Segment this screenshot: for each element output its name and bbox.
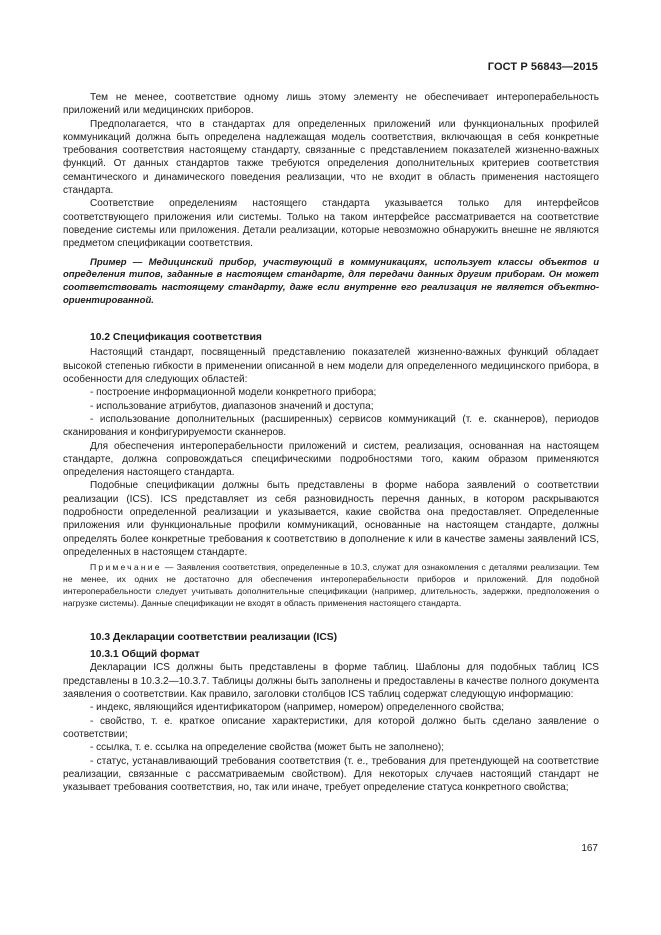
paragraph: Настоящий стандарт, посвященный представлению показателей жизненно-важных функций обладает высокой степенью гибкости в применении описанной в нем модели для определенного медицинского прибора, в особенности для следующих областей: [63, 347, 599, 386]
paragraph: Декларации ICS должны быть представлены в форме таблиц. Шаблоны для подобных таблиц ICS представлены в 10.3.2—10.3.7. Таблицы должны быть заполнены и предоставлены в качестве полного документа заявления о соответствии. Как правило, заголовки столбцов ICS таблиц содержат следующую информацию: [63, 662, 599, 701]
standard-header: ГОСТ Р 56843—2015 [487, 61, 598, 73]
paragraph: Соответствие определениям настоящего стандарта указывается только для интерфейсов соответствующего приложения или системы. Только на таком интерфейсе рассматривается на соответствие поведение системы или приложения. Детали реализации, которые невозможно обнаружить внешне не являются предметом спецификации соответствия. [63, 198, 599, 250]
list-item: - индекс, являющийся идентификатором (например, номером) определенного свойства; [90, 702, 504, 714]
section-heading-10-2: 10.2 Спецификация соответствия [90, 332, 262, 344]
example-paragraph: Пример — Медицинский прибор, участвующий в коммуникациях, использует классы объектов и определения типов, заданные в настоящем стандарте, для передачи данных другим приборам. Он может соответствовать настоящему стандарту, даже если внутренне его реализация не является объектно-ориентированной. [63, 256, 599, 307]
note-text: — Заявления соответствия, определенные в 10.3, служат для ознакомления с деталями реализации. Тем не менее, их одних не достаточно для обеспечения интероперабельности приборов и приложений. Для подобной интероперабельности следует учитывать дополнительные спецификации (например, длительность, задержки, предположения о нагрузке системы). Данные спецификации не входят в область применения настоящего стандарта. [63, 562, 599, 608]
paragraph: Предполагается, что в стандартах для определенных приложений или функциональных профилей коммуникаций должна быть определена надлежащая модель соответствия, включающая в себя конкретные требования соответствия настоящему стандарту, связанные с представлением показателей жизненно-важных функций. От данных стандартов также требуются определения дополнительных критериев соответствия семантического и динамического поведения реализации, что не входит в область применения настоящего стандарта. [63, 118, 599, 197]
note-label: Примечание [90, 562, 162, 573]
list-item: - использование дополнительных (расширенных) сервисов коммуникаций (т. е. сканнеров), периодов сканирования и конфигурируемости сканнеров. [63, 413, 599, 439]
list-item: - статус, устанавливающий требования соответствия (т. е., требования для претендующей на соответствие реализации, связанные с рассматриваемым свойством). Для некоторых случаев настоящий стандарт не указывает требования соответствия, но, так или иначе, требует определение статуса конкретного свойства; [63, 755, 599, 794]
page-body [63, 91, 599, 794]
paragraph: Для обеспечения интероперабельности приложений и систем, реализация, основанная на настоящем стандарте, должна сопровождаться специфическими подробностями того, каким образом применяются определения настоящего стандарта. [63, 440, 599, 479]
paragraph: Тем не менее, соответствие одному лишь этому элементу не обеспечивает интероперабельность приложений или медицинских приборов. [63, 92, 599, 117]
list-item: - ссылка, т. е. ссылка на определение свойства (может быть не заполнено); [90, 742, 445, 754]
page-number: 167 [581, 843, 598, 854]
note-paragraph [63, 562, 599, 610]
section-heading-10-3: 10.3 Декларации соответствии реализации (ICS) [90, 631, 338, 643]
list-item: - свойство, т. е. краткое описание характеристики, для которой должно быть сделано заявление о соответствии; [63, 715, 599, 740]
paragraph: Подобные спецификации должны быть представлены в форме набора заявлений о соответствии реализации (ICS). ICS представляет из себя разновидность перечня данных, в котором раскрываются подробности определенной реализации и указывается, какие свойства она предоставляет. Определенные приложения или функциональные профили коммуникаций, основанные на настоящем стандарте, должны определять более конкретные требования к соответствию в дополнение к или в качестве замены заявлений ICS, определенных в настоящем стандарте. [63, 480, 599, 558]
list-item: - построение информационной модели конкретного прибора; [90, 387, 377, 399]
list-item: - использование атрибутов, диапазонов значений и доступа; [90, 400, 374, 412]
subsection-heading-10-3-1: 10.3.1 Общий формат [90, 649, 200, 661]
